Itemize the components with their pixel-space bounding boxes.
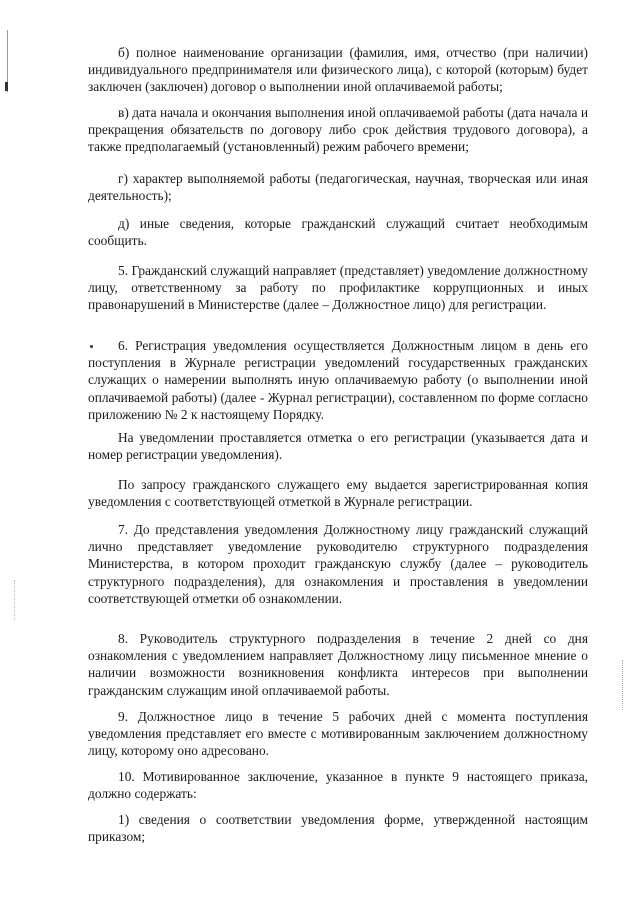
scan-margin-dots-right xyxy=(622,660,624,710)
paragraph-8: 8. Руководитель структурного подразделения в течение 2 дней со дня ознакомления с уведомлением направляет Должностному лицу письменное мнение о наличии возможности возникновения конфликта интересов при выполнении гражданским служащим иной оплачиваемой работы. xyxy=(88,631,588,698)
paragraph-7: 7. До представления уведомления Должностному лицу гражданский служащий лично представляет уведомление руководителю структурного подразделения Министерства, в котором проходит гражданскую службу (далее – руководитель структурного подразделения), для ознакомления и проставления в уведомлении соответствующей отметки об ознакомлении. xyxy=(88,522,588,606)
paragraph-9: 9. Должностное лицо в течение 5 рабочих дней с момента поступления уведомления представляет его вместе с мотивированным заключением должностному лицу, которому оно адресовано. xyxy=(88,709,588,759)
paragraph-10-1: 1) сведения о соответствии уведомления форме, утвержденной настоящим приказом; xyxy=(88,812,588,845)
paragraph-10: 10. Мотивированное заключение, указанное в пункте 9 настоящего приказа, должно содержать: xyxy=(88,769,588,802)
paragraph-6-mark: На уведомлении проставляется отметка о его регистрации (указывается дата и номер регистрации уведомления). xyxy=(88,430,588,463)
paragraph-g: г) характер выполняемой работы (педагогическая, научная, творческая или иная деятельность); xyxy=(88,171,588,204)
scan-margin-tick xyxy=(5,82,8,91)
paragraph-d: д) иные сведения, которые гражданский служащий считает необходимым сообщить. xyxy=(88,216,588,249)
paragraph-6-copy: По запросу гражданского служащего ему выдается зарегистрированная копия уведомления с соответствующей отметкой в Журнале регистрации. xyxy=(88,477,588,510)
paragraph-6: 6. Регистрация уведомления осуществляется Должностным лицом в день его поступления в Журнале регистрации уведомлений государственных гражданских служащих о намерении выполнять иную оплачиваемую работу (о выполнении иной оплачиваемой работы) (далее - Журнал регистрации), составленном по форме согласно приложению № 2 к настоящему Порядку. xyxy=(88,338,588,422)
paragraph-5: 5. Гражданский служащий направляет (представляет) уведомление должностному лицу, ответственному за работу по профилактике коррупционных и иных правонарушений в Министерстве (далее – Должностное лицо) для регистрации. xyxy=(88,263,588,313)
paragraph-b: б) полное наименование организации (фамилия, имя, отчество (при наличии) индивидуального предпринимателя или физического лица), с которой (которым) будет заключен (заключен) договор о выполнении иной оплачиваемой работы; xyxy=(88,45,588,95)
scan-margin-dots xyxy=(14,580,16,620)
paragraph-v: в) дата начала и окончания выполнения иной оплачиваемой работы (дата начала и прекращения обязательств по договору либо срок действия трудового договора), а также предполагаемый (установленный) режим рабочего времени; xyxy=(88,105,588,155)
